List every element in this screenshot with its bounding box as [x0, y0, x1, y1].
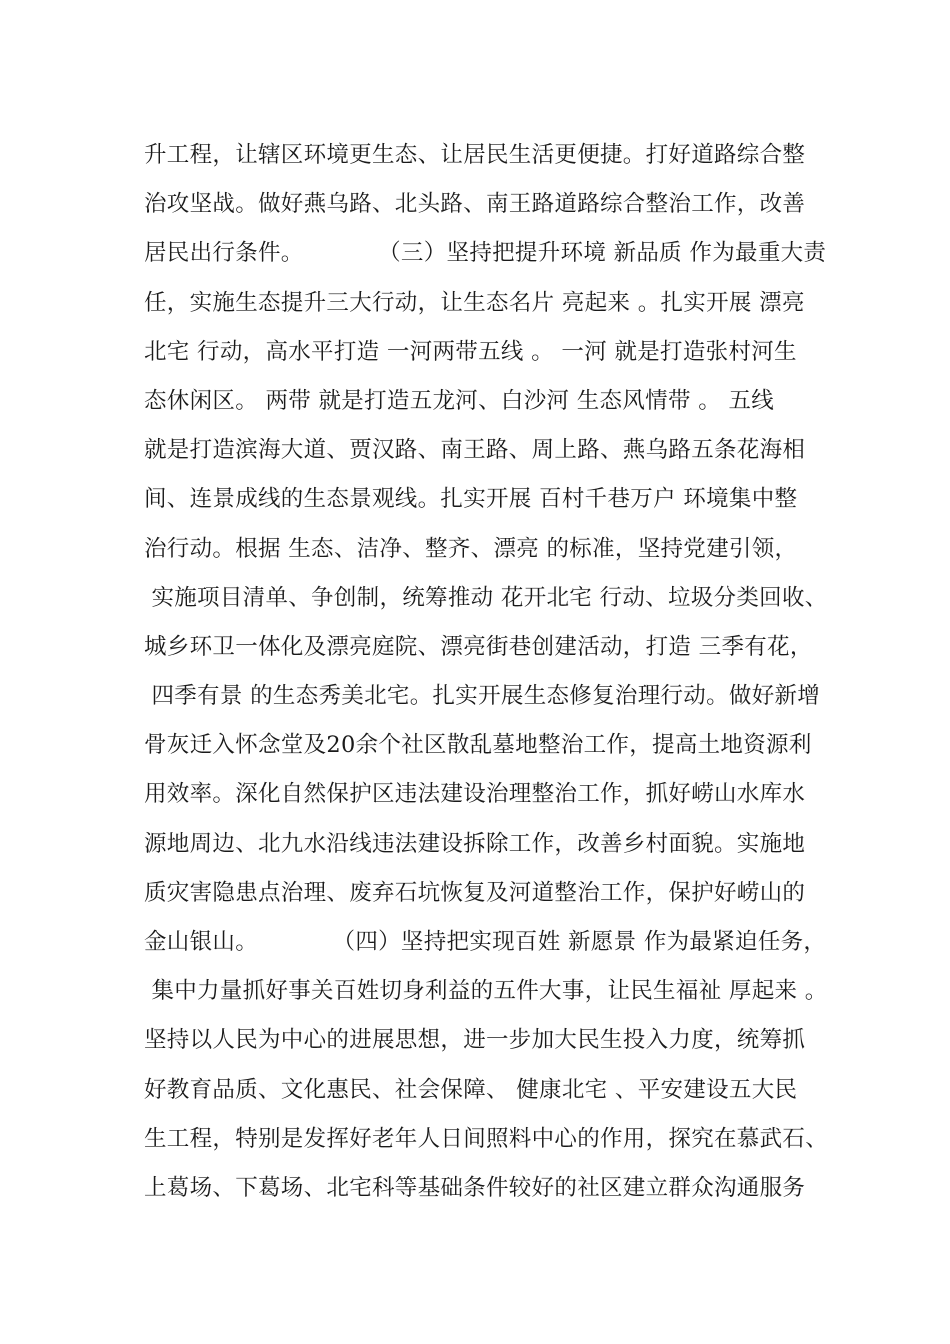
- text-line-9: 治行动。根据 生态、洁净、整齐、漂亮 的标准，坚持党建引领，: [144, 535, 798, 562]
- text-line-2: 治攻坚战。做好燕乌路、北头路、南王路道路综合整治工作，改善: [144, 191, 806, 218]
- text-line-6: 态休闲区。 两带 就是打造五龙河、白沙河 生态风情带 。 五线: [144, 387, 775, 414]
- text-line-18: 集中力量抓好事关百姓切身利益的五件大事，让民生福祉 厚起来 。: [144, 978, 828, 1005]
- text-line-15: 源地周边、北九水沿线违法建设拆除工作，改善乡村面貌。实施地: [144, 830, 806, 857]
- text-line-5: 北宅 行动，高水平打造 一河两带五线 。 一河 就是打造张村河生: [144, 338, 797, 365]
- text-line-7: 就是打造滨海大道、贾汉路、南王路、周上路、燕乌路五条花海相: [144, 437, 806, 464]
- text-line-4: 任，实施生态提升三大行动，让生态名片 亮起来 。扎实开展 漂亮: [144, 289, 805, 316]
- text-line-13: 骨灰迁入怀念堂及20余个社区散乱墓地整治工作，提高土地资源利: [144, 732, 812, 759]
- text-line-19: 坚持以人民为中心的进展思想，进一步加大民生投入力度，统筹抓: [144, 1027, 806, 1054]
- text-line-8: 间、连景成线的生态景观线。扎实开展 百村千巷万户 环境集中整: [144, 486, 798, 513]
- text-line-12: 四季有景 的生态秀美北宅。扎实开展生态修复治理行动。做好新增: [144, 683, 821, 710]
- text-line-10: 实施项目清单、争创制，统筹推动 花开北宅 行动、垃圾分类回收、: [144, 584, 828, 611]
- text-line-17: 金山银山。 （四）坚持把实现百姓 新愿景 作为最紧迫任务，: [144, 929, 827, 955]
- text-line-3: 居民出行条件。 （三）坚持把提升环境 新品质 作为最重大责: [144, 240, 827, 267]
- body-text: [144, 131, 834, 1213]
- text-line-1: 升工程，让辖区环境更生态、让居民生活更便捷。打好道路综合整: [144, 142, 806, 168]
- text-line-22: 上葛场、下葛场、北宅科等基础条件较好的社区建立群众沟通服务: [144, 1174, 806, 1201]
- text-line-20: 好教育品质、文化惠民、社会保障、 健康北宅 、平安建设五大民: [144, 1076, 798, 1103]
- text-line-16: 质灾害隐患点治理、废弃石坑恢复及河道整治工作，保护好崂山的: [144, 879, 806, 906]
- text-line-11: 城乡环卫一体化及漂亮庭院、漂亮街巷创建活动，打造 三季有花，: [144, 633, 813, 660]
- text-line-14: 用效率。深化自然保护区违法建设治理整治工作，抓好崂山水库水: [144, 781, 806, 808]
- text-line-21: 生工程，特别是发挥好老年人日间照料中心的作用，探究在慕武石、: [144, 1125, 829, 1152]
